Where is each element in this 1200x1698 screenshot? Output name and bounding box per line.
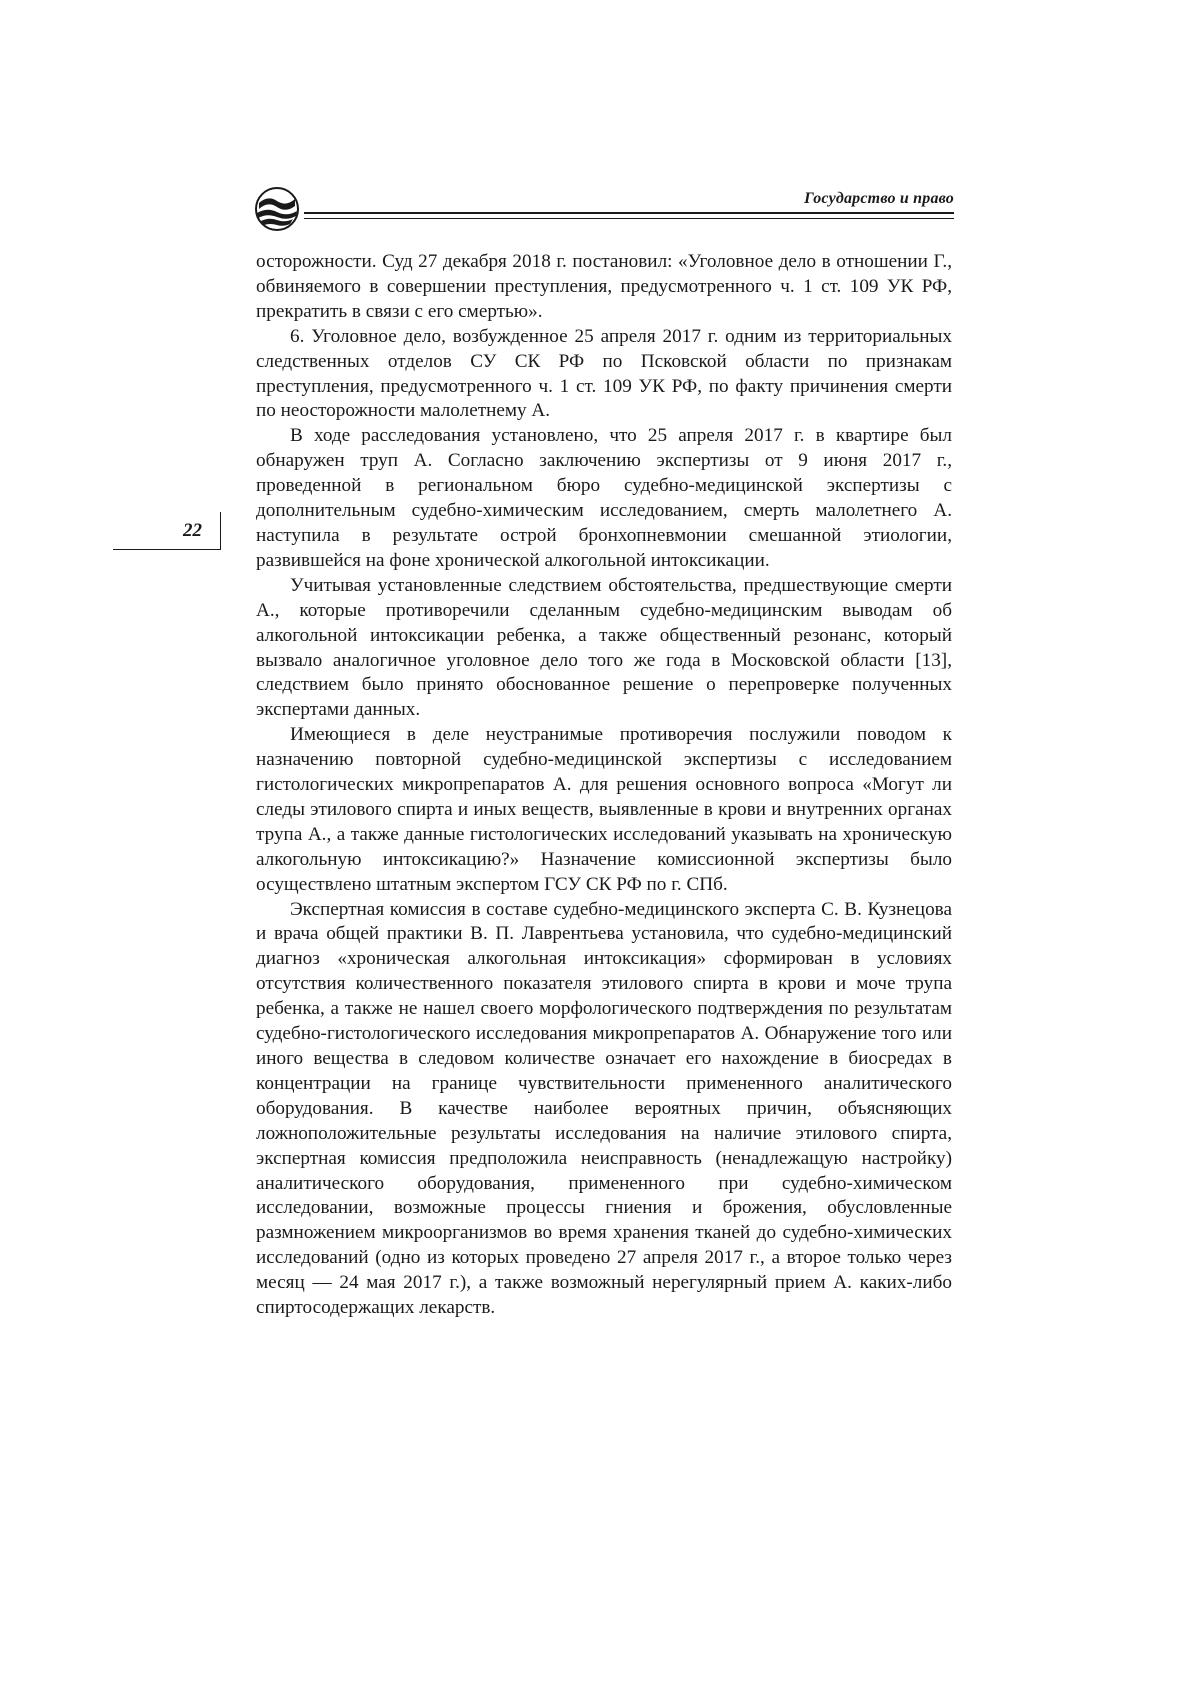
paragraph: осторожности. Суд 27 декабря 2018 г. постановил: «Уголовное дело в отношении Г., обвиняемого в совершении преступления, предусмотренного ч. 1 ст. 109 УК РФ, прекратить в связи с его смертью». <box>256 251 952 322</box>
article-body <box>256 250 952 1321</box>
wave-circle-logo-icon <box>254 186 300 232</box>
header-rule-thin <box>304 218 954 219</box>
paragraph: Экспертная комиссия в составе судебно-медицинского эксперта С. В. Кузнецова и врача общей практики В. П. Лаврентьева установила, что судебно-медицинский диагноз «хроническая алкогольная интоксикация» сформирован в условиях отсутствия количественного показателя этилового спирта в крови и моче трупа ребенка, а также не нашел своего морфологического подтверждения по результатам судебно-гистологического исследования микропрепаратов А. Обнаружение того или иного вещества в следовом количестве означает его нахождение в биосредах в концентрации на границе чувствительности примененного аналитического оборудования. В качестве наиболее вероятных причин, объясняющих ложноположительные результаты исследования на наличие этилового спирта, экспертная комиссия предположила неисправность (ненадлежащую настройку) аналитического оборудования, примененного при судебно-химическом исследовании, возможные процессы гниения и брожения, обусловленные размножением микроорганизмов во время хранения тканей до судебно-химических исследований (одно из которых проведено 27 апреля 2017 г., а второе только через месяц — 24 мая 2017 г.), а также возможный нерегулярный прием А. каких-либо спиртосодержащих лекарств. <box>256 898 952 1319</box>
page-header <box>254 186 954 236</box>
running-title: Государство и право <box>804 190 954 207</box>
paragraph: 6. Уголовное дело, возбужденное 25 апреля 2017 г. одним из территориальных следственных отделов СУ СК РФ по Псковской области по признакам преступления, предусмотренного ч. 1 ст. 109 УК РФ, по факту причинения смерти по неосторожности малолетнему А. <box>256 325 952 422</box>
header-rule-thick <box>304 212 954 214</box>
paragraph: Учитывая установленные следствием обстоятельства, предшествующие смерти А., которые противоречили сделанным судебно-медицинским выводам об алкогольной интоксикации ребенка, а также общественный резонанс, который вызвало аналогичное уголовное дело того же года в Московской области [13], следствием было принято обоснованное решение о перепроверке полученных экспертами данных. <box>256 574 952 721</box>
page-number-box <box>113 512 221 550</box>
paragraph: Имеющиеся в деле неустранимые противоречия послужили поводом к назначению повторной судебно-медицинской экспертизы с исследованием гистологических микропрепаратов А. для решения основного вопроса «Могут ли следы этилового спирта и иных веществ, выявленные в крови и внутренних органах трупа А., а также данные гистологических исследований указывать на хроническую алкогольную интоксикацию?» Назначение комиссионной экспертизы было осуществлено штатным экспертом ГСУ СК РФ по г. СПб. <box>256 724 952 895</box>
page-number: 22 <box>183 520 202 541</box>
paragraph: В ходе расследования установлено, что 25 апреля 2017 г. в квартире был обнаружен труп А. Согласно заключению экспертизы от 9 июня 2017 г., проведенной в региональном бюро судебно-медицинской экспертизы с дополнительным судебно-химическим исследованием, смерть малолетнего А. наступила в результате острой бронхопневмонии смешанной этиологии, развившейся на фоне хронической алкогольной интоксикации. <box>256 425 952 571</box>
